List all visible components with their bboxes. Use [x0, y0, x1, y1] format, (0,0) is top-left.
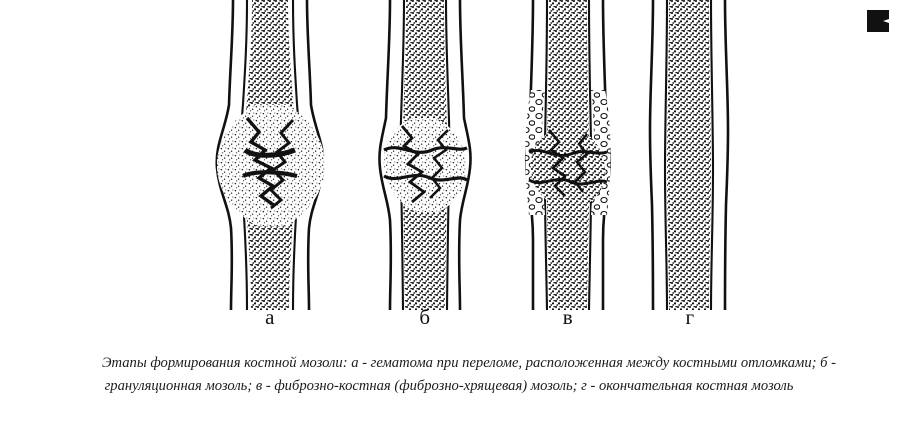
- granulation-texture: [380, 114, 472, 218]
- cortex-outline-right: [725, 0, 728, 310]
- marrow-stipple: [661, 0, 717, 310]
- panel-g: [605, 0, 775, 345]
- endosteum-left: [665, 0, 667, 310]
- panel-label-v: в: [562, 305, 574, 329]
- panel-a: [185, 0, 355, 345]
- panel-a-drawing: [185, 0, 355, 310]
- panel-g-drawing: [605, 0, 775, 310]
- panel-label-a: а: [265, 305, 275, 329]
- black-corner-mark-icon: [865, 8, 891, 34]
- panel-label-b: б: [419, 305, 431, 329]
- figure-caption: Этапы формирования костной мозоли: а - гематома при переломе, расположенная между костными отломками; б - грануляционная мозоль; в - фиброзно-костная (фиброзно-хрящевая) мозоль; г - окончательная костная мозоль: [101, 355, 837, 394]
- cortex-outline-left: [650, 0, 653, 310]
- panel-label-g: г: [685, 305, 695, 329]
- endosteum-right: [711, 0, 713, 310]
